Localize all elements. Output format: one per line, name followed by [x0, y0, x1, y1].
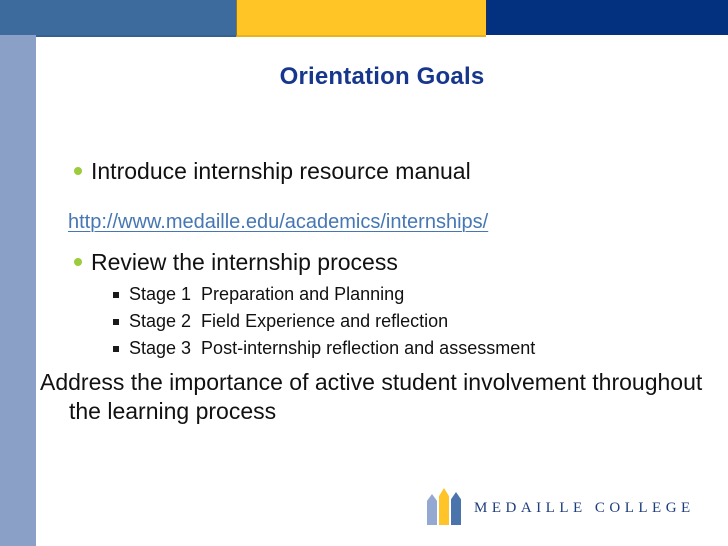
bullet-item-review-process [74, 247, 398, 277]
logo-arch-lightblue [427, 494, 437, 525]
green-bullet-icon [74, 258, 82, 266]
left-sidebar-stripe [0, 35, 36, 546]
closing-paragraph: Address the importance of active student involvement throughout the learning process [40, 369, 703, 424]
sub-bullet-text: Stage 3 Post-internship reflection and assessment [129, 338, 536, 358]
internships-hyperlink[interactable]: http://www.medaille.edu/academics/internships/ [68, 211, 489, 233]
top-bar-yellow-segment [236, 0, 486, 37]
internships-link-line [68, 211, 488, 234]
sub-bullet-text: Stage 2 Field Experience and reflection [129, 311, 449, 331]
green-bullet-icon [74, 167, 82, 175]
logo-wordmark: MEDAILLE COLLEGE [474, 500, 695, 516]
medaille-college-logo [427, 488, 695, 525]
bullet-text: Introduce internship resource manual [91, 157, 471, 184]
top-bar-blue-segment [0, 0, 236, 37]
sub-bullet-text: Stage 1 Preparation and Planning [129, 284, 405, 304]
bullet-item-introduce-manual [74, 156, 471, 186]
three-arches-logo-icon [427, 488, 461, 525]
list-item-stage-2 [113, 308, 535, 335]
square-bullet-icon [113, 292, 119, 298]
stage-sub-bullet-list [113, 281, 535, 362]
logo-arch-yellow [439, 488, 449, 525]
bullet-text: Review the internship process [91, 248, 398, 275]
slide-title: Orientation Goals [279, 63, 485, 90]
square-bullet-icon [113, 319, 119, 325]
top-decorative-bar [0, 0, 728, 35]
top-bar-navy-segment [486, 0, 728, 35]
list-item-stage-1 [113, 281, 535, 308]
list-item-stage-3 [113, 335, 535, 362]
logo-arch-darkblue [451, 492, 461, 525]
square-bullet-icon [113, 346, 119, 352]
